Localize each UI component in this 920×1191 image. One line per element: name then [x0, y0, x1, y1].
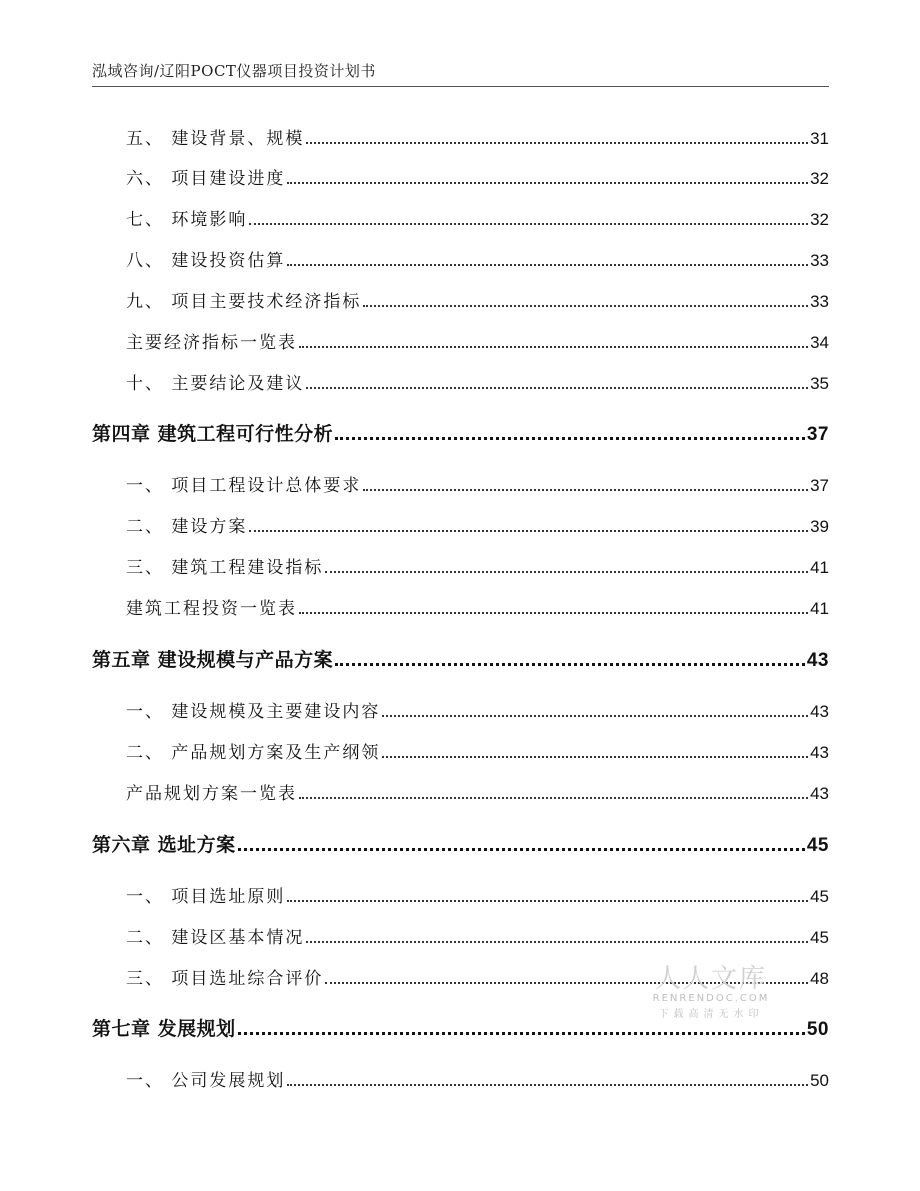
toc-leader-dots — [287, 1084, 808, 1086]
toc-entry-label: 九、 项目主要技术经济指标 — [126, 292, 362, 312]
toc-entry[interactable] — [126, 245, 829, 271]
toc-chapter-entry[interactable] — [92, 827, 829, 857]
toc-entry-label: 产品规划方案一览表 — [126, 784, 297, 804]
toc-chapter-page: 45 — [806, 835, 829, 856]
toc-leader-dots — [287, 264, 808, 266]
toc-chapter-label: 第四章 建筑工程可行性分析 — [92, 423, 334, 445]
watermark-site: RENRENDOC.COM — [652, 993, 770, 1004]
toc-entry[interactable] — [126, 737, 829, 763]
toc-entry[interactable] — [126, 327, 829, 353]
toc-entry-label: 三、 项目选址综合评价 — [126, 969, 324, 989]
toc-entry[interactable] — [126, 593, 829, 619]
toc-leader-dots — [335, 437, 805, 440]
watermark-logo: 人人文库 — [654, 964, 767, 994]
toc-entry-page: 35 — [810, 374, 829, 393]
toc-leader-dots — [306, 941, 808, 943]
toc-entry[interactable] — [126, 778, 829, 804]
toc-entry-page: 33 — [810, 251, 829, 270]
toc-chapter-entry[interactable] — [92, 416, 829, 446]
toc-entry-page: 41 — [810, 558, 829, 577]
toc-entry-page: 45 — [810, 887, 829, 906]
toc-chapter-page: 50 — [806, 1019, 829, 1040]
toc-leader-dots — [287, 900, 808, 902]
toc-entry-page: 31 — [810, 129, 829, 148]
toc-leader-dots — [325, 571, 808, 573]
toc-entry-page: 32 — [810, 210, 829, 229]
toc-entry[interactable] — [126, 368, 829, 394]
toc-entry-label: 一、 公司发展规划 — [126, 1071, 286, 1091]
toc-entry-label: 主要经济指标一览表 — [126, 333, 297, 353]
toc-leader-dots — [382, 715, 808, 717]
toc-entry-label: 七、 环境影响 — [126, 210, 248, 230]
toc-leader-dots — [335, 663, 805, 666]
document-header: 泓域咨询/辽阳POCT仪器项目投资计划书 — [92, 62, 376, 80]
toc-entry[interactable] — [126, 286, 829, 312]
toc-leader-dots — [299, 612, 808, 614]
toc-entry[interactable] — [126, 204, 829, 230]
toc-entry-page: 33 — [810, 292, 829, 311]
toc-entry[interactable] — [126, 881, 829, 907]
toc-entry-label: 一、 项目选址原则 — [126, 887, 286, 907]
toc-entry-page: 37 — [810, 476, 829, 495]
toc-entry-page: 41 — [810, 599, 829, 618]
watermark — [646, 958, 776, 1020]
toc-entry-label: 一、 项目工程设计总体要求 — [126, 476, 362, 496]
toc-leader-dots — [363, 489, 808, 491]
toc-entry[interactable] — [126, 1065, 829, 1091]
toc-leader-dots — [299, 797, 808, 799]
toc-entry-label: 二、 产品规划方案及生产纲领 — [126, 743, 381, 763]
toc-entry[interactable] — [126, 511, 829, 537]
toc-entry-page: 48 — [810, 969, 829, 988]
toc-entry-label: 五、 建设背景、规模 — [126, 129, 305, 149]
toc-entry[interactable] — [126, 696, 829, 722]
toc-entry-page: 39 — [810, 517, 829, 536]
toc-leader-dots — [287, 182, 808, 184]
toc-chapter-entry[interactable] — [92, 642, 829, 672]
toc-chapter-page: 37 — [806, 424, 829, 445]
toc-entry-page: 32 — [810, 169, 829, 188]
toc-leader-dots — [306, 142, 808, 144]
toc-leader-dots — [249, 223, 808, 225]
toc-entry[interactable] — [126, 552, 829, 578]
toc-leader-dots — [382, 756, 808, 758]
toc-leader-dots — [299, 346, 808, 348]
toc-entry[interactable] — [126, 922, 829, 948]
toc-entry-label: 三、 建筑工程建设指标 — [126, 558, 324, 578]
toc-entry-label: 八、 建设投资估算 — [126, 251, 286, 271]
toc-entry-page: 50 — [810, 1071, 829, 1090]
toc-entry-label: 六、 项目建设进度 — [126, 169, 286, 189]
toc-entry-label: 建筑工程投资一览表 — [126, 599, 297, 619]
toc-entry-page: 45 — [810, 928, 829, 947]
toc-chapter-page: 43 — [806, 650, 829, 671]
toc-entry-label: 二、 建设方案 — [126, 517, 248, 537]
toc-leader-dots — [238, 848, 805, 851]
toc-entry-label: 一、 建设规模及主要建设内容 — [126, 702, 381, 722]
toc-entry-page: 43 — [810, 702, 829, 721]
toc-entry[interactable] — [126, 470, 829, 496]
toc-leader-dots — [249, 530, 808, 532]
toc-entry-page: 43 — [810, 743, 829, 762]
toc-entry-page: 34 — [810, 333, 829, 352]
toc-leader-dots — [238, 1032, 805, 1035]
toc-entry-label: 二、 建设区基本情况 — [126, 928, 305, 948]
toc-entry-page: 43 — [810, 784, 829, 803]
toc-chapter-label: 第五章 建设规模与产品方案 — [92, 649, 334, 671]
toc-entry[interactable] — [126, 123, 829, 149]
toc-leader-dots — [306, 387, 808, 389]
watermark-slogan: 下载高清无水印 — [658, 1009, 764, 1020]
toc-entry[interactable] — [126, 163, 829, 189]
toc-chapter-label: 第六章 选址方案 — [92, 834, 236, 856]
toc-entry-label: 十、 主要结论及建议 — [126, 374, 305, 394]
toc-chapter-label: 第七章 发展规划 — [92, 1018, 236, 1040]
toc-leader-dots — [363, 305, 808, 307]
